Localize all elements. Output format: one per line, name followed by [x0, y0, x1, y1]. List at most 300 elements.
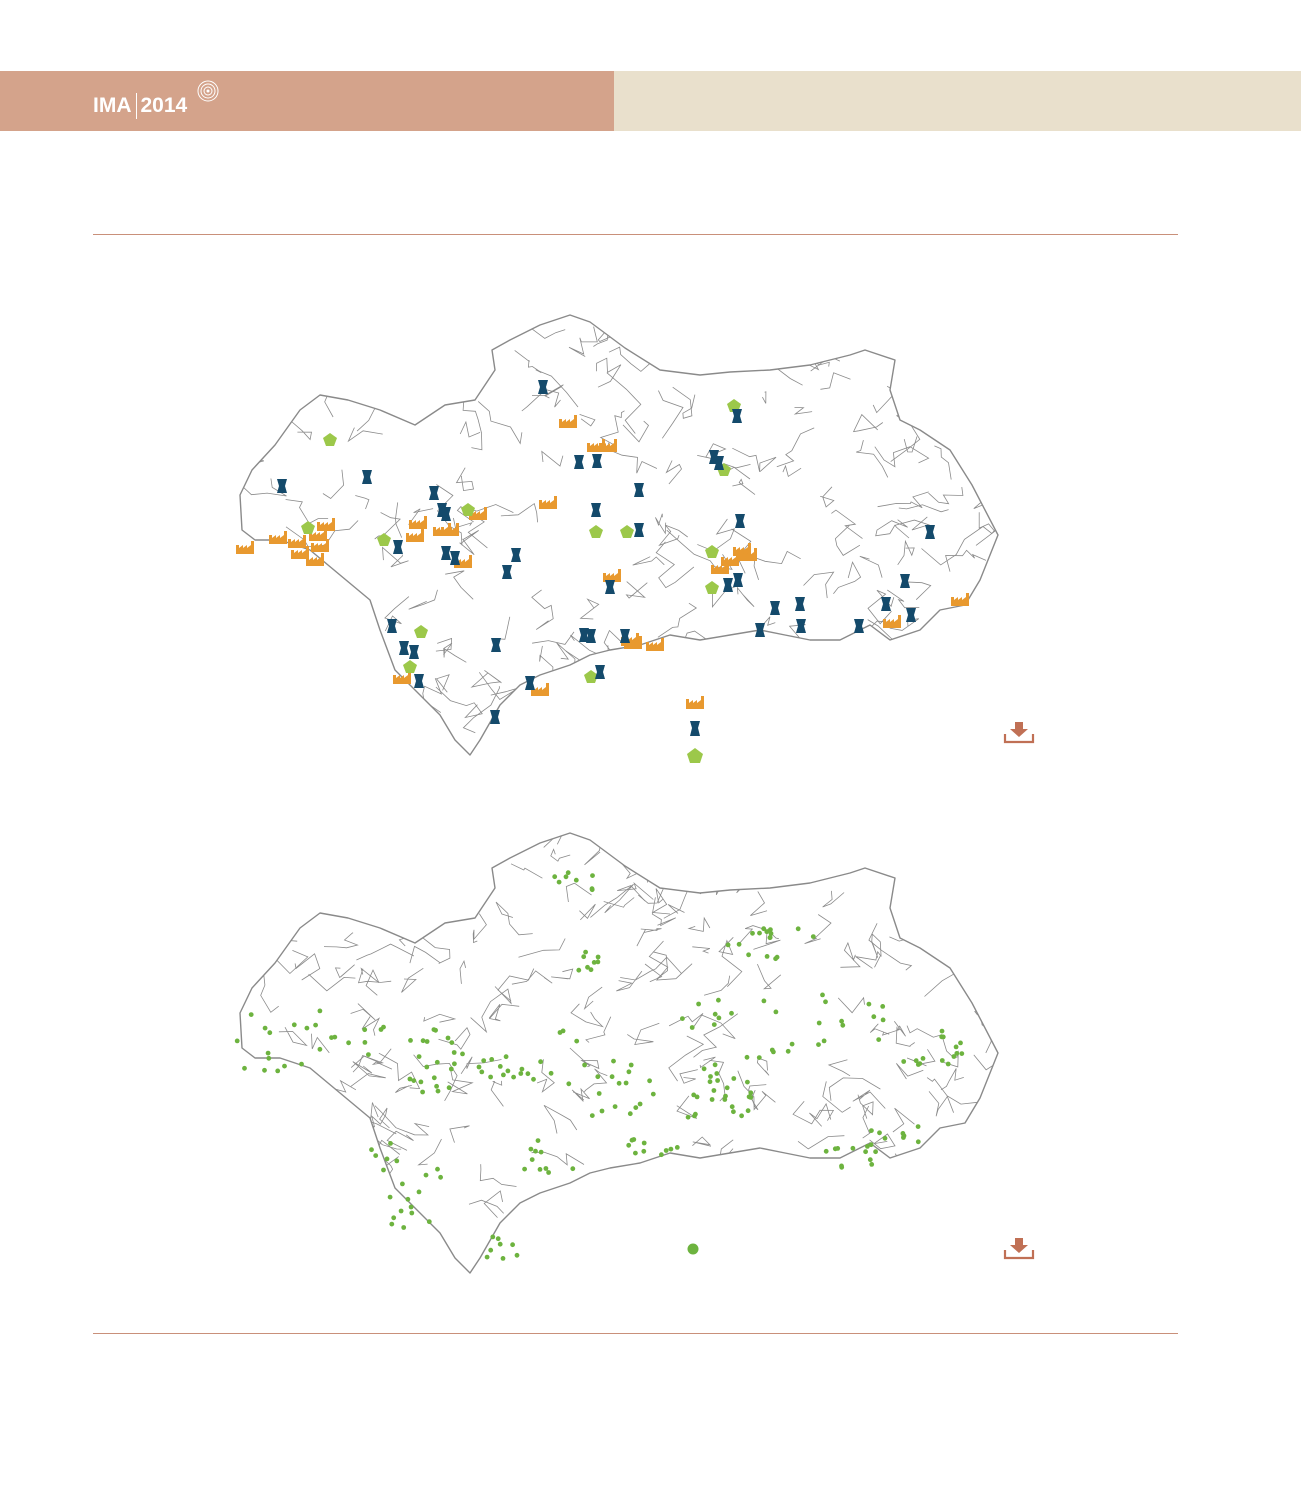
dot-marker	[714, 1071, 719, 1076]
boundary-line	[350, 340, 391, 353]
dot-marker	[725, 1085, 730, 1090]
boundary-line	[292, 1129, 317, 1143]
dot-marker	[816, 1042, 821, 1047]
boundary-line	[335, 352, 364, 368]
boundary-line	[684, 848, 701, 865]
boundary-line	[917, 1165, 944, 1188]
dot-marker	[566, 870, 571, 875]
dot-marker	[786, 1049, 791, 1054]
boundary-line	[550, 1231, 572, 1264]
dot-marker	[385, 1157, 390, 1162]
legend-pentagon-icon	[686, 747, 704, 765]
dot-marker	[624, 1081, 629, 1086]
boundary-line	[625, 712, 661, 731]
dot-marker	[659, 1152, 664, 1157]
boundary-line	[727, 332, 757, 349]
dot-marker	[574, 1039, 579, 1044]
dot-marker	[581, 954, 586, 959]
boundary-line	[255, 1133, 281, 1158]
boundary-line	[596, 1250, 645, 1267]
dot-marker	[824, 1149, 829, 1154]
dot-marker	[485, 1255, 490, 1260]
dot-marker	[452, 1061, 457, 1066]
boundary-line	[754, 310, 781, 343]
dot-marker	[774, 1010, 779, 1015]
boundary-line	[335, 674, 360, 720]
dot-marker	[558, 1030, 563, 1035]
boundary-line	[939, 662, 967, 677]
dot-marker	[633, 1105, 638, 1110]
legend-dot-icon	[686, 1242, 700, 1256]
dot-marker	[695, 1095, 700, 1100]
dot-marker	[613, 1104, 618, 1109]
dot-marker	[432, 1075, 437, 1080]
dot-marker	[731, 1109, 736, 1114]
dot-marker	[641, 1149, 646, 1154]
boundary-line	[938, 1175, 971, 1201]
boundary-line	[850, 700, 862, 716]
dot-marker	[389, 1222, 394, 1227]
dot-marker	[669, 1147, 674, 1152]
dot-marker	[391, 1215, 396, 1220]
dot-marker	[420, 1090, 425, 1095]
dot-marker	[496, 1236, 501, 1241]
boundary-line	[280, 603, 327, 666]
dot-marker	[436, 1089, 441, 1094]
dot-marker	[417, 1190, 422, 1195]
dot-marker	[511, 1075, 516, 1080]
boundary-line	[332, 1184, 345, 1215]
top-rule	[93, 234, 1178, 235]
boundary-line	[631, 1182, 660, 1210]
boundary-line	[967, 620, 998, 655]
dot-marker	[597, 1091, 602, 1096]
legend-tower-icon	[687, 720, 703, 738]
boundary-line	[317, 1145, 346, 1156]
boundary-line	[354, 850, 384, 874]
dot-marker	[520, 1067, 525, 1072]
ima-logo	[93, 88, 187, 124]
dot-marker	[954, 1045, 959, 1050]
dot-marker	[538, 1059, 543, 1064]
boundary-line	[256, 1145, 262, 1154]
dot-marker	[712, 1022, 717, 1027]
boundary-line	[797, 693, 824, 699]
dot-marker	[406, 1197, 411, 1202]
dot-marker	[627, 1069, 632, 1074]
boundary-line	[230, 666, 247, 678]
boundary-line	[281, 608, 328, 620]
dot-marker	[481, 1058, 486, 1063]
dot-marker	[552, 874, 557, 879]
boundary-line	[780, 1166, 802, 1192]
dot-marker	[739, 1113, 744, 1118]
dot-marker	[446, 1036, 451, 1041]
region-outline	[240, 315, 998, 755]
dot-marker	[427, 1219, 432, 1224]
dot-marker	[946, 1062, 951, 1067]
boundary-line	[275, 711, 294, 739]
dot-marker	[574, 878, 579, 883]
factory-marker	[236, 541, 254, 554]
dot-marker	[916, 1124, 921, 1129]
boundary-line	[304, 334, 322, 369]
dot-marker	[522, 1167, 527, 1172]
boundary-line	[413, 735, 436, 755]
boundary-line	[307, 376, 340, 384]
dot-marker	[590, 1113, 595, 1118]
boundary-line	[925, 1238, 961, 1251]
dot-marker	[589, 967, 594, 972]
dot-marker	[531, 1077, 536, 1082]
boundary-line	[942, 347, 980, 375]
boundary-line	[322, 1123, 343, 1159]
dot-marker	[633, 1151, 638, 1156]
dot-marker	[435, 1167, 440, 1172]
dot-marker	[369, 1147, 374, 1152]
boundary-line	[989, 1252, 1000, 1267]
dot-marker	[366, 1052, 371, 1057]
dot-marker	[873, 1149, 878, 1154]
dot-marker	[958, 1041, 963, 1046]
boundary-line	[413, 724, 431, 742]
boundary-line	[709, 715, 736, 736]
dot-marker	[435, 1060, 440, 1065]
dot-marker	[498, 1242, 503, 1247]
dot-marker	[596, 955, 601, 960]
boundary-line	[370, 705, 394, 719]
dot-marker	[401, 1225, 406, 1230]
boundary-line	[724, 1162, 745, 1188]
bottom-rule	[93, 1333, 1178, 1334]
dot-marker	[863, 1149, 868, 1154]
boundary-line	[408, 903, 417, 924]
dot-marker	[518, 1071, 523, 1076]
dot-marker	[690, 1025, 695, 1030]
logo-separator	[136, 93, 137, 119]
boundary-line	[470, 840, 488, 852]
boundary-line	[344, 354, 377, 375]
dot-marker	[506, 1069, 511, 1074]
boundary-line	[433, 323, 465, 340]
dot-marker	[363, 1040, 368, 1045]
dot-marker	[530, 1157, 535, 1162]
boundary-line	[349, 873, 376, 896]
dot-marker	[592, 960, 597, 965]
boundary-line	[712, 1231, 737, 1255]
dot-marker	[901, 1131, 906, 1136]
boundary-line	[931, 1180, 963, 1210]
boundary-line	[717, 679, 728, 708]
boundary-line	[275, 673, 317, 690]
dot-marker	[346, 1040, 351, 1045]
dot-marker	[409, 1205, 414, 1210]
boundary-line	[640, 729, 667, 735]
boundary-line	[375, 668, 391, 671]
dot-marker	[388, 1195, 393, 1200]
dot-marker	[675, 1145, 680, 1150]
boundary-line	[717, 1194, 775, 1228]
dot-marker	[504, 1054, 509, 1059]
dot-marker	[717, 1016, 722, 1021]
dot-marker	[388, 1141, 393, 1146]
dot-marker	[263, 1026, 268, 1031]
dot-marker	[628, 1111, 633, 1116]
download-icon-2[interactable]	[1003, 1236, 1035, 1262]
dot-marker	[546, 1170, 551, 1175]
boundary-line	[966, 1132, 1010, 1154]
dot-marker	[822, 1039, 827, 1044]
dot-marker	[557, 880, 562, 885]
boundary-line	[251, 737, 268, 753]
boundary-line	[298, 1181, 325, 1208]
dot-marker	[610, 1074, 615, 1079]
download-icon[interactable]	[1003, 720, 1035, 746]
dot-marker	[692, 1114, 697, 1119]
dot-marker	[570, 1166, 575, 1171]
tower-marker	[595, 665, 605, 679]
dot-marker	[748, 1095, 753, 1100]
dot-marker	[629, 1063, 634, 1068]
dot-marker	[686, 1115, 691, 1120]
dot-marker	[538, 1167, 543, 1172]
dot-marker	[761, 926, 766, 931]
boundary-line	[772, 1208, 821, 1218]
legend-factory-icon	[684, 693, 706, 711]
dot-marker	[266, 1056, 271, 1061]
boundary-line	[790, 691, 836, 716]
dot-marker	[590, 886, 595, 891]
boundary-line	[615, 723, 647, 741]
dot-marker	[959, 1051, 964, 1056]
dot-marker	[582, 1063, 587, 1068]
dot-marker	[564, 874, 569, 879]
boundary-line	[719, 344, 746, 372]
boundary-line	[652, 683, 687, 709]
boundary-line	[371, 828, 409, 845]
dot-marker	[529, 1147, 534, 1152]
dot-marker	[867, 1002, 872, 1007]
boundary-line	[241, 1202, 266, 1225]
dot-marker	[488, 1248, 493, 1253]
boundary-line	[575, 698, 586, 710]
dot-marker	[746, 952, 751, 957]
boundary-line	[359, 354, 418, 379]
boundary-line	[253, 614, 279, 641]
dot-marker	[501, 1073, 506, 1078]
boundary-line	[241, 683, 269, 701]
rings-icon	[197, 80, 219, 102]
dot-marker	[566, 1081, 571, 1086]
boundary-line	[329, 732, 380, 760]
tower-marker	[525, 676, 535, 690]
boundary-line	[719, 711, 739, 737]
dot-marker	[510, 1242, 515, 1247]
dot-marker	[419, 1080, 424, 1085]
boundary-line	[309, 620, 347, 629]
boundary-line	[693, 1160, 720, 1189]
dot-marker	[595, 1074, 600, 1079]
dot-marker	[318, 1047, 323, 1052]
dot-marker	[869, 1128, 874, 1133]
dot-marker	[708, 1074, 713, 1079]
dot-marker	[708, 1079, 713, 1084]
dot-marker	[489, 1057, 494, 1062]
dot-marker	[940, 1029, 945, 1034]
dot-marker	[680, 1016, 685, 1021]
boundary-line	[361, 675, 384, 696]
dot-marker	[737, 942, 742, 947]
logo-year: 2014	[140, 94, 188, 117]
dot-marker	[921, 1056, 926, 1061]
dot-marker	[865, 1144, 870, 1149]
dot-marker	[868, 1157, 873, 1162]
boundary-line	[944, 403, 965, 428]
boundary-line	[975, 894, 1010, 917]
dot-marker	[460, 1052, 465, 1057]
dot-marker	[823, 999, 828, 1004]
boundary-line	[946, 1152, 982, 1199]
boundary-line	[319, 362, 381, 383]
boundary-line	[923, 879, 941, 895]
dot-marker	[477, 1065, 482, 1070]
dot-marker	[881, 1018, 886, 1023]
dot-marker	[722, 1097, 727, 1102]
dot-marker	[417, 1054, 422, 1059]
dot-marker	[901, 1059, 906, 1064]
dot-marker	[515, 1253, 520, 1258]
dot-marker	[647, 1078, 652, 1083]
boundary-line	[234, 855, 260, 894]
dot-marker	[757, 1055, 762, 1060]
dot-marker	[424, 1065, 429, 1070]
dot-marker	[883, 1136, 888, 1141]
boundary-line	[272, 351, 293, 382]
dot-marker	[549, 1071, 554, 1076]
dot-marker	[452, 1050, 457, 1055]
boundary-line	[266, 348, 322, 362]
dot-marker	[379, 1027, 384, 1032]
dot-marker	[299, 1062, 304, 1067]
dot-marker	[820, 993, 825, 998]
dot-marker	[762, 999, 767, 1004]
dot-marker	[533, 1149, 538, 1154]
dot-marker	[731, 1076, 736, 1081]
boundary-line	[710, 1180, 735, 1195]
dot-marker	[877, 1130, 882, 1135]
dot-marker	[765, 954, 770, 959]
boundary-line	[970, 843, 1010, 860]
boundary-line	[703, 678, 749, 692]
boundary-line	[373, 901, 395, 915]
boundary-line	[247, 577, 270, 611]
dot-marker	[796, 926, 801, 931]
boundary-line	[296, 740, 314, 754]
dot-marker	[917, 1061, 922, 1066]
dot-marker	[880, 1004, 885, 1009]
dot-marker	[408, 1077, 413, 1082]
dot-marker	[381, 1168, 386, 1173]
dot-marker	[833, 1146, 838, 1151]
dot-marker	[399, 1209, 404, 1214]
dot-marker	[318, 1009, 323, 1014]
map-points-distribution	[230, 828, 1010, 1278]
dot-marker	[651, 1092, 656, 1097]
boundary-line	[800, 642, 820, 674]
dot-marker	[249, 1012, 254, 1017]
dot-marker	[394, 1159, 399, 1164]
dot-marker	[275, 1069, 280, 1074]
dot-marker	[839, 1165, 844, 1170]
dot-marker	[715, 1078, 720, 1083]
dot-marker	[713, 1062, 718, 1067]
dot-marker	[421, 1038, 426, 1043]
dot-marker	[242, 1066, 247, 1071]
dot-marker	[447, 1085, 452, 1090]
boundary-line	[246, 1200, 276, 1227]
boundary-line	[367, 680, 404, 716]
boundary-line	[727, 672, 736, 711]
dot-marker	[702, 1066, 707, 1071]
dot-marker	[745, 1055, 750, 1060]
boundary-line	[410, 867, 422, 894]
boundary-line	[290, 724, 323, 748]
dot-marker	[638, 1102, 643, 1107]
dot-marker	[726, 943, 731, 948]
dot-marker	[876, 1037, 881, 1042]
boundary-line	[360, 320, 388, 343]
boundary-line	[349, 369, 382, 383]
dot-marker	[409, 1211, 414, 1216]
boundary-line	[742, 674, 774, 688]
boundary-line	[955, 1131, 970, 1152]
dot-marker	[536, 1138, 541, 1143]
dot-marker	[916, 1139, 921, 1144]
boundary-line	[800, 325, 840, 362]
dot-marker	[235, 1039, 240, 1044]
dot-marker	[600, 1109, 605, 1114]
logo-text: IMA	[93, 94, 132, 117]
boundary-line	[790, 687, 824, 709]
dot-marker	[954, 1051, 959, 1056]
dot-marker	[362, 1027, 367, 1032]
dot-marker	[631, 1137, 636, 1142]
boundary-line	[414, 845, 429, 886]
dot-marker	[373, 1153, 378, 1158]
boundary-line	[387, 729, 409, 751]
boundary-line	[821, 1189, 836, 1208]
boundary-line	[540, 720, 574, 731]
dot-marker	[817, 1021, 822, 1026]
dot-marker	[746, 1108, 751, 1113]
dot-marker	[449, 1040, 454, 1045]
dot-marker	[305, 1026, 310, 1031]
boundary-line	[767, 1249, 806, 1269]
dot-marker	[713, 1012, 718, 1017]
boundary-line	[357, 319, 404, 339]
boundary-line	[346, 712, 361, 740]
boundary-line	[261, 351, 275, 387]
boundary-line	[975, 994, 1010, 1015]
dot-marker	[332, 1035, 337, 1040]
boundary-line	[329, 688, 375, 734]
dot-marker	[611, 1059, 616, 1064]
boundary-line	[391, 726, 418, 749]
dot-marker	[424, 1173, 429, 1178]
dot-marker	[716, 998, 721, 1003]
boundary-line	[335, 623, 370, 638]
boundary-line	[663, 1171, 699, 1187]
